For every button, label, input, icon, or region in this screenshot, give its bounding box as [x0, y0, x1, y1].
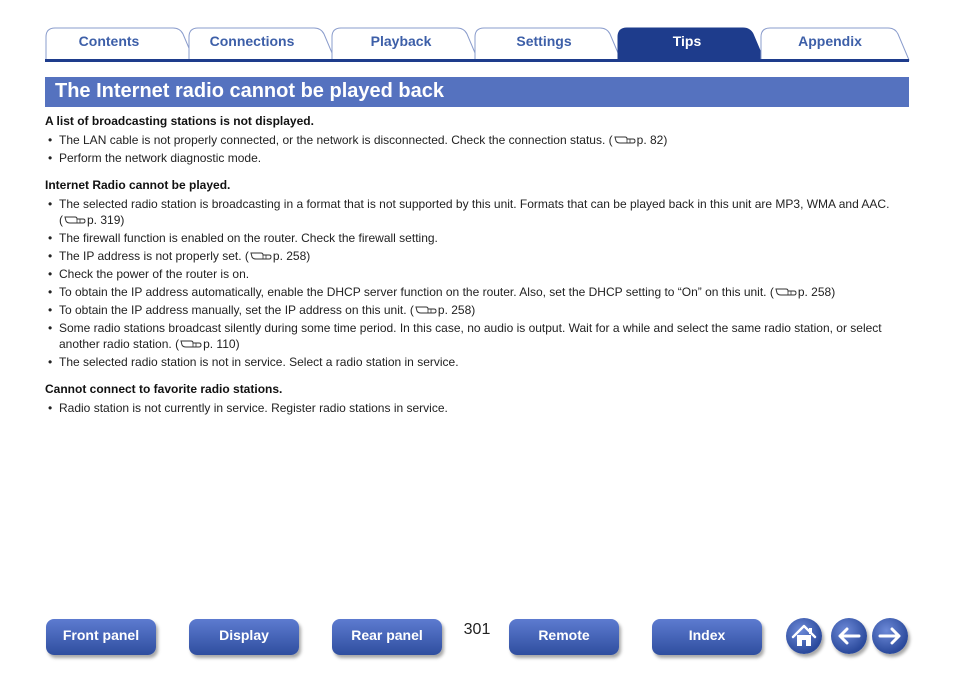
bullet: •: [48, 249, 53, 263]
pointing-hand-icon: [614, 134, 636, 145]
page-number: 301: [463, 621, 491, 638]
bullet: •: [48, 303, 53, 317]
troubleshoot-list: [45, 196, 909, 370]
page-reference-link[interactable]: ( p. 82): [608, 133, 668, 147]
tab-playback[interactable]: [331, 27, 479, 61]
display-button[interactable]: [189, 619, 299, 655]
tab-settings[interactable]: [474, 27, 622, 61]
page-reference: p. 258: [437, 303, 472, 317]
page-reference-link[interactable]: ( p. 319): [59, 213, 125, 227]
tab-underline: [45, 59, 909, 62]
list-item: [45, 230, 909, 246]
bullet: •: [48, 321, 53, 335]
page-reference-link[interactable]: ( p. 258): [769, 285, 836, 299]
index-button[interactable]: [652, 619, 762, 655]
button-label: Rear panel: [351, 627, 423, 643]
button-label: Remote: [538, 627, 590, 643]
section-heading: Cannot connect to favorite radio stations.: [45, 382, 283, 396]
section-heading: A list of broadcasting stations is not displayed.: [45, 114, 314, 128]
list-item: [45, 354, 909, 370]
page-title: The Internet radio cannot be played back: [55, 80, 444, 102]
pointing-hand-icon: [775, 286, 797, 297]
item-text: The selected radio station is broadcasting in a format that is not supported by this unit. Formats that can be played back in this unit are MP3, WMA and AAC.: [59, 197, 890, 211]
tab-contents[interactable]: [45, 27, 195, 61]
tab-appendix[interactable]: [760, 27, 910, 61]
pointing-hand-icon: [180, 338, 202, 349]
page-reference: p. 82: [636, 133, 664, 147]
section-favorite-stations: [45, 382, 909, 416]
item-text: To obtain the IP address automatically, enable the DHCP server function on the router. Also, set the DHCP setting to “On” on this unit.: [59, 285, 767, 299]
page-reference-link[interactable]: ( p. 258): [244, 249, 311, 263]
troubleshoot-list: [45, 400, 909, 416]
back-button[interactable]: [831, 618, 867, 654]
item-text: To obtain the IP address manually, set the IP address on this unit.: [59, 303, 407, 317]
item-text: Radio station is not currently in service. Register radio stations in service.: [59, 401, 448, 415]
home-icon: [786, 618, 822, 654]
pointing-hand-icon: [250, 250, 272, 261]
bullet: •: [48, 401, 53, 415]
list-item: [45, 400, 909, 416]
page-reference-link[interactable]: ( p. 110): [175, 337, 240, 351]
bullet: •: [48, 355, 53, 369]
bullet: •: [48, 133, 53, 147]
list-item: [45, 320, 909, 352]
item-text: Some radio stations broadcast silently during some time period. In this case, no audio is output. Wait for a while and select the same radio station, or select another radio station.: [59, 321, 882, 351]
list-item: [45, 284, 909, 300]
tab-label: Connections: [209, 33, 295, 49]
page-reference: p. 258: [797, 285, 832, 299]
remote-button[interactable]: [509, 619, 619, 655]
button-label: Index: [688, 627, 726, 643]
bullet: •: [48, 231, 53, 245]
item-text: The IP address is not properly set.: [59, 249, 242, 263]
page-reference: p. 110: [203, 337, 236, 351]
item-text: Check the power of the router is on.: [59, 267, 250, 281]
pointing-hand-icon: [415, 304, 437, 315]
item-text: The LAN cable is not properly connected, or the network is disconnected. Check the connection status.: [59, 133, 606, 147]
button-label: Front panel: [62, 627, 140, 643]
forward-button[interactable]: [872, 618, 908, 654]
list-item: [45, 266, 909, 282]
section-radio-not-played: [45, 178, 909, 370]
tab-label: Playback: [370, 33, 432, 49]
tab-label: Appendix: [798, 33, 862, 49]
front-panel-button[interactable]: [46, 619, 156, 655]
item-text: Perform the network diagnostic mode.: [59, 151, 262, 165]
tab-label: Settings: [516, 33, 572, 49]
section-broadcast-list: [45, 114, 909, 166]
bullet: •: [48, 285, 53, 299]
list-item: [45, 302, 909, 318]
list-item: [45, 132, 909, 148]
tab-connections[interactable]: [188, 27, 336, 61]
troubleshoot-list: [45, 132, 909, 166]
tab-label: Contents: [78, 33, 140, 49]
button-label: Display: [219, 627, 269, 643]
chapter-tabs: [0, 0, 954, 64]
bullet: •: [48, 197, 53, 211]
pointing-hand-icon: [64, 214, 86, 225]
section-heading: Internet Radio cannot be played.: [45, 178, 231, 192]
tab-label: Tips: [672, 33, 702, 49]
page-content: [45, 114, 909, 428]
bullet: •: [48, 151, 53, 165]
list-item: [45, 248, 909, 264]
list-item: [45, 150, 909, 166]
item-text: The selected radio station is not in service. Select a radio station in service.: [59, 355, 459, 369]
item-text: The firewall function is enabled on the router. Check the firewall setting.: [59, 231, 438, 245]
arrow-left-icon: [831, 618, 867, 654]
bullet: •: [48, 267, 53, 281]
home-button[interactable]: [786, 618, 822, 654]
rear-panel-button[interactable]: [332, 619, 442, 655]
page-reference: p. 258: [272, 249, 307, 263]
tab-tips[interactable]: [617, 27, 765, 61]
page-reference: p. 319: [87, 213, 121, 227]
title-bar: [45, 77, 909, 107]
arrow-right-icon: [872, 618, 908, 654]
page-reference-link[interactable]: ( p. 258): [409, 303, 476, 317]
list-item: [45, 196, 909, 228]
